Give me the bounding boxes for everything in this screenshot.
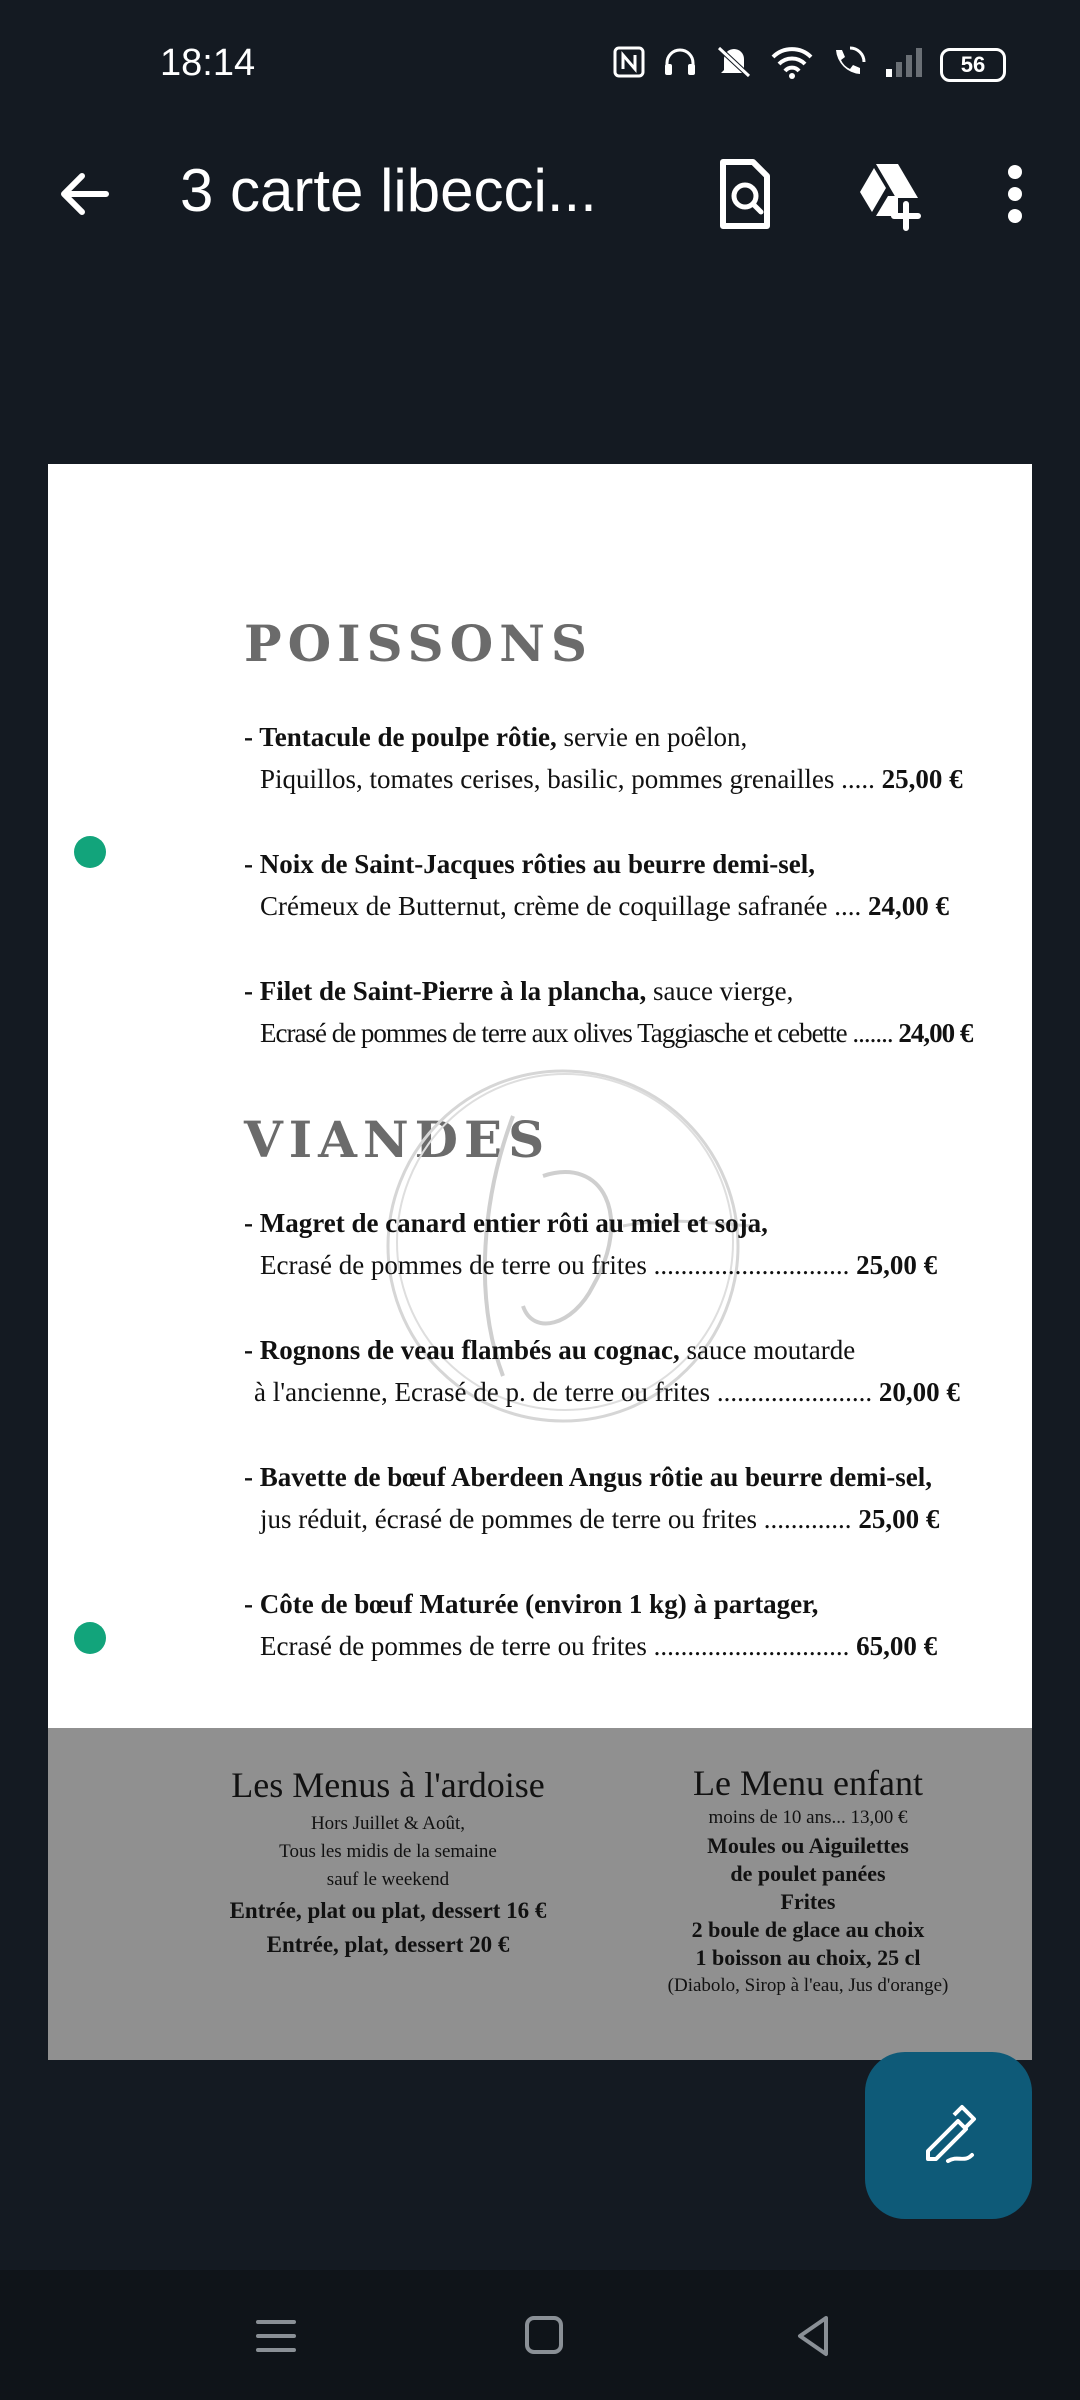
top-app-bar [0,136,1080,248]
dish-item: - Filet de Saint-Pierre à la plancha, sauce vierge, Ecrasé de pommes de terre aux olives Taggiasche et cebette ....... 24,00 € [244,976,973,1048]
headphones-icon [662,45,698,84]
more-vert-icon [975,154,1035,234]
status-time: 18:14 [160,42,256,84]
dish-item: - Bavette de bœuf Aberdeen Angus rôtie au beurre demi-sel, jus réduit, écrasé de pommes de terre ou frites ............. 25,00 € [244,1462,940,1534]
document-title: 3 carte libecci... [180,157,597,224]
dish-item: - Côte de bœuf Maturée (environ 1 kg) à partager, Ecrasé de pommes de terre ou frites ............................. 65,00 € [244,1589,938,1661]
dish-item: - Tentacule de poulpe rôtie, servie en poêlon, Piquillos, tomates cerises, basilic, pommes grenailles ..... 25,00 € [244,722,963,794]
arrow-back-icon [48,158,120,230]
status-icons [612,44,1006,85]
nfc-icon [612,45,646,84]
dish-item: - Magret de canard entier rôti au miel et soja, Ecrasé de pommes de terre ou frites ............................. 25,00 € [244,1208,938,1280]
menus-ardoise-title: Les Menus à l'ardoise [231,1765,545,1805]
battery-icon: 56 [940,48,1006,82]
wifi-call-icon [830,44,868,85]
dish-item: - Noix de Saint-Jacques rôties au beurre demi-sel, Crémeux de Butternut, crème de coquillage safranée .... 24,00 € [244,849,950,921]
mute-icon [714,44,754,85]
wifi-icon [770,44,814,85]
find-in-document-button[interactable] [705,154,785,234]
poissons-heading: POISSONS [244,614,594,673]
viandes-heading: VIANDES [244,1110,551,1169]
edit-fab-button[interactable] [865,2052,1032,2219]
signal-icon [884,45,924,84]
menu-footer [48,1728,1032,2060]
menu-icon [248,2308,304,2364]
back-triangle-icon [786,2308,842,2364]
more-options-button[interactable] [975,154,1035,234]
document-search-icon [705,154,785,234]
home-square-icon [517,2308,573,2364]
recent-apps-button[interactable] [248,2308,304,2364]
home-button[interactable] [517,2308,573,2364]
menu-enfant-block: Le Menu enfant moins de 10 ans... 13,00 € Moules ou Aiguilettes de poulet panées Frites 2 boule de glace au choix 1 boisson au choix, 25 cl (Diabolo, Sirop à l'eau, Jus d'orange) [638,1762,978,2000]
document-page[interactable] [48,464,1032,2060]
dish-item: - Rognons de veau flambés au cognac, sauce moutarde à l'ancienne, Ecrasé de p. de terre ou frites ....................... 20,00 € [244,1335,960,1407]
menu-content [48,464,1032,1728]
pen-edit-icon [914,2101,984,2171]
status-bar [0,0,1080,136]
menu-enfant-title: Le Menu enfant [693,1763,923,1803]
add-to-drive-button[interactable] [848,154,928,234]
add-to-drive-icon [848,154,928,234]
back-button[interactable] [48,158,120,230]
system-navigation-bar [0,2270,1080,2400]
page-marker-dot [74,1622,106,1654]
menus-ardoise-block: Les Menus à l'ardoise Hors Juillet & Août, Tous les midis de la semaine sauf le weekend Entrée, plat ou plat, dessert 16 € Entrée, plat, dessert 20 € [188,1764,588,1962]
system-back-button[interactable] [786,2308,842,2364]
page-marker-dot [74,836,106,868]
